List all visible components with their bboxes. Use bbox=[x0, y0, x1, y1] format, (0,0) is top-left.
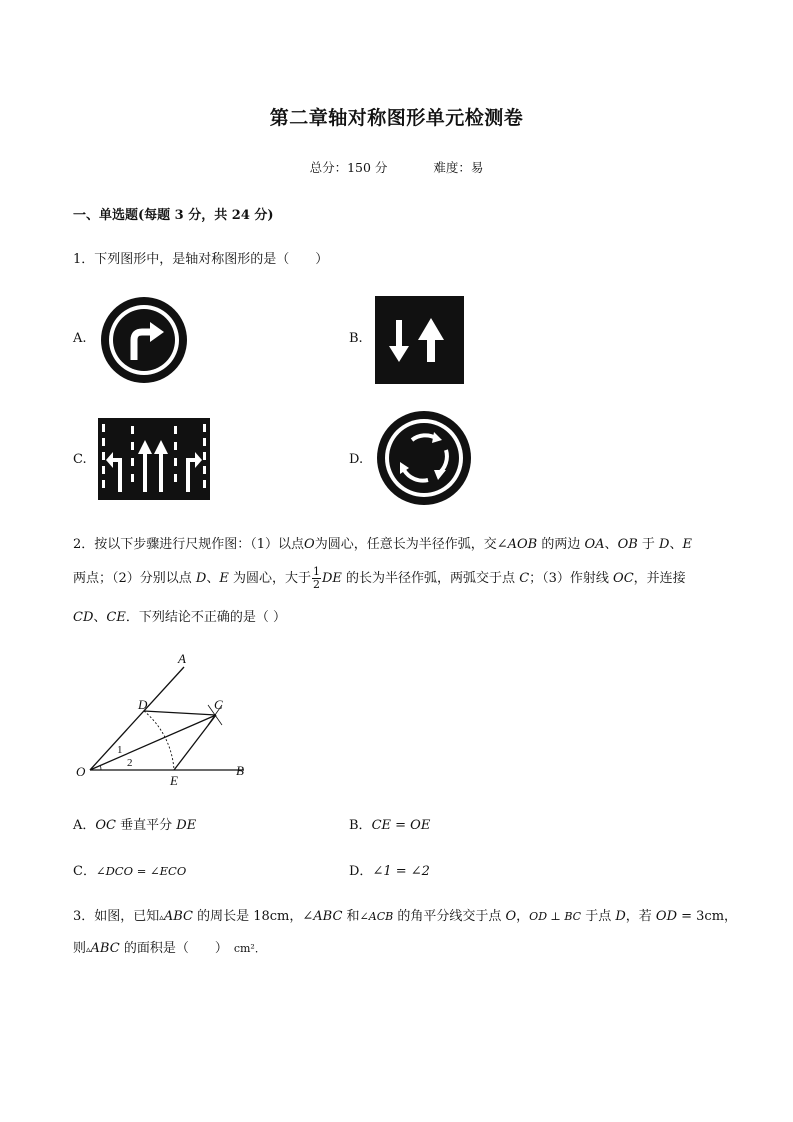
label-b: B bbox=[236, 763, 244, 778]
turn-right-sign-icon bbox=[100, 296, 188, 384]
q1-option-c-label: C. bbox=[73, 452, 87, 467]
ray-oc bbox=[90, 715, 216, 770]
label-a: A bbox=[178, 651, 186, 666]
difficulty: 难度：易 bbox=[433, 160, 484, 175]
q2-option-b: B．CE = OE bbox=[349, 818, 431, 833]
fraction-one-half: $\frac{1}{2}$ bbox=[313, 565, 320, 591]
roundabout-sign-icon bbox=[376, 410, 472, 506]
label-o: O bbox=[76, 764, 86, 779]
label-c: C bbox=[214, 697, 223, 712]
label-d: D bbox=[138, 697, 148, 712]
q1-option-a-label: A. bbox=[73, 331, 87, 346]
question-2-line-1: 2．按以下步骤进行尺规作图：（1）以点O为圆心，任意长为半径作弧，交∠AOB 的两边 OA、OB 于 D、E bbox=[73, 537, 692, 552]
label-angle-2: 2 bbox=[127, 757, 133, 769]
question-2-line-3: CD、CE．下列结论不正确的是（ ） bbox=[73, 610, 286, 625]
total-score: 总分：150 分 bbox=[309, 160, 388, 175]
label-e: E bbox=[170, 773, 178, 788]
two-way-traffic-sign-icon bbox=[375, 296, 464, 384]
question-2-line-2: 两点；（2）分别以点 D、E 为圆心，大于 $\frac{1}{2}$ DE 的长为半径作弧，两弧交于点 C；（3）作射线 OC，并连接 bbox=[73, 565, 686, 591]
q1-option-d-label: D. bbox=[349, 452, 364, 467]
ray-oa bbox=[90, 667, 184, 770]
q2-option-d: D．∠1 = ∠2 bbox=[349, 864, 430, 879]
question-3-line-1: 3．如图，已知▵ABC 的周长是 18cm，∠ABC 和∠ACB 的角平分线交于点 O，OD ⊥ BC 于点 D，若 OD = 3cm， bbox=[73, 909, 738, 924]
section-heading: 一、单选题(每题 3 分，共 24 分) bbox=[73, 208, 274, 223]
angle-bisector-figure bbox=[70, 645, 260, 790]
q2-option-a: A．OC 垂直平分 DE bbox=[73, 818, 197, 833]
page-title: 第二章轴对称图形单元检测卷 bbox=[269, 107, 524, 129]
segment-cd bbox=[144, 711, 216, 715]
q2-option-c: C．∠DCO = ∠ECO bbox=[73, 864, 187, 879]
exam-meta bbox=[0, 158, 793, 176]
q1-option-b-label: B. bbox=[349, 331, 363, 346]
lane-direction-sign-icon bbox=[98, 418, 210, 500]
question-1-stem: 1．下列图形中，是轴对称图形的是（ ） bbox=[73, 252, 329, 267]
question-3-line-2: 则▵ABC 的面积是（ ） cm²． bbox=[73, 941, 266, 956]
label-angle-1: 1 bbox=[117, 744, 123, 756]
